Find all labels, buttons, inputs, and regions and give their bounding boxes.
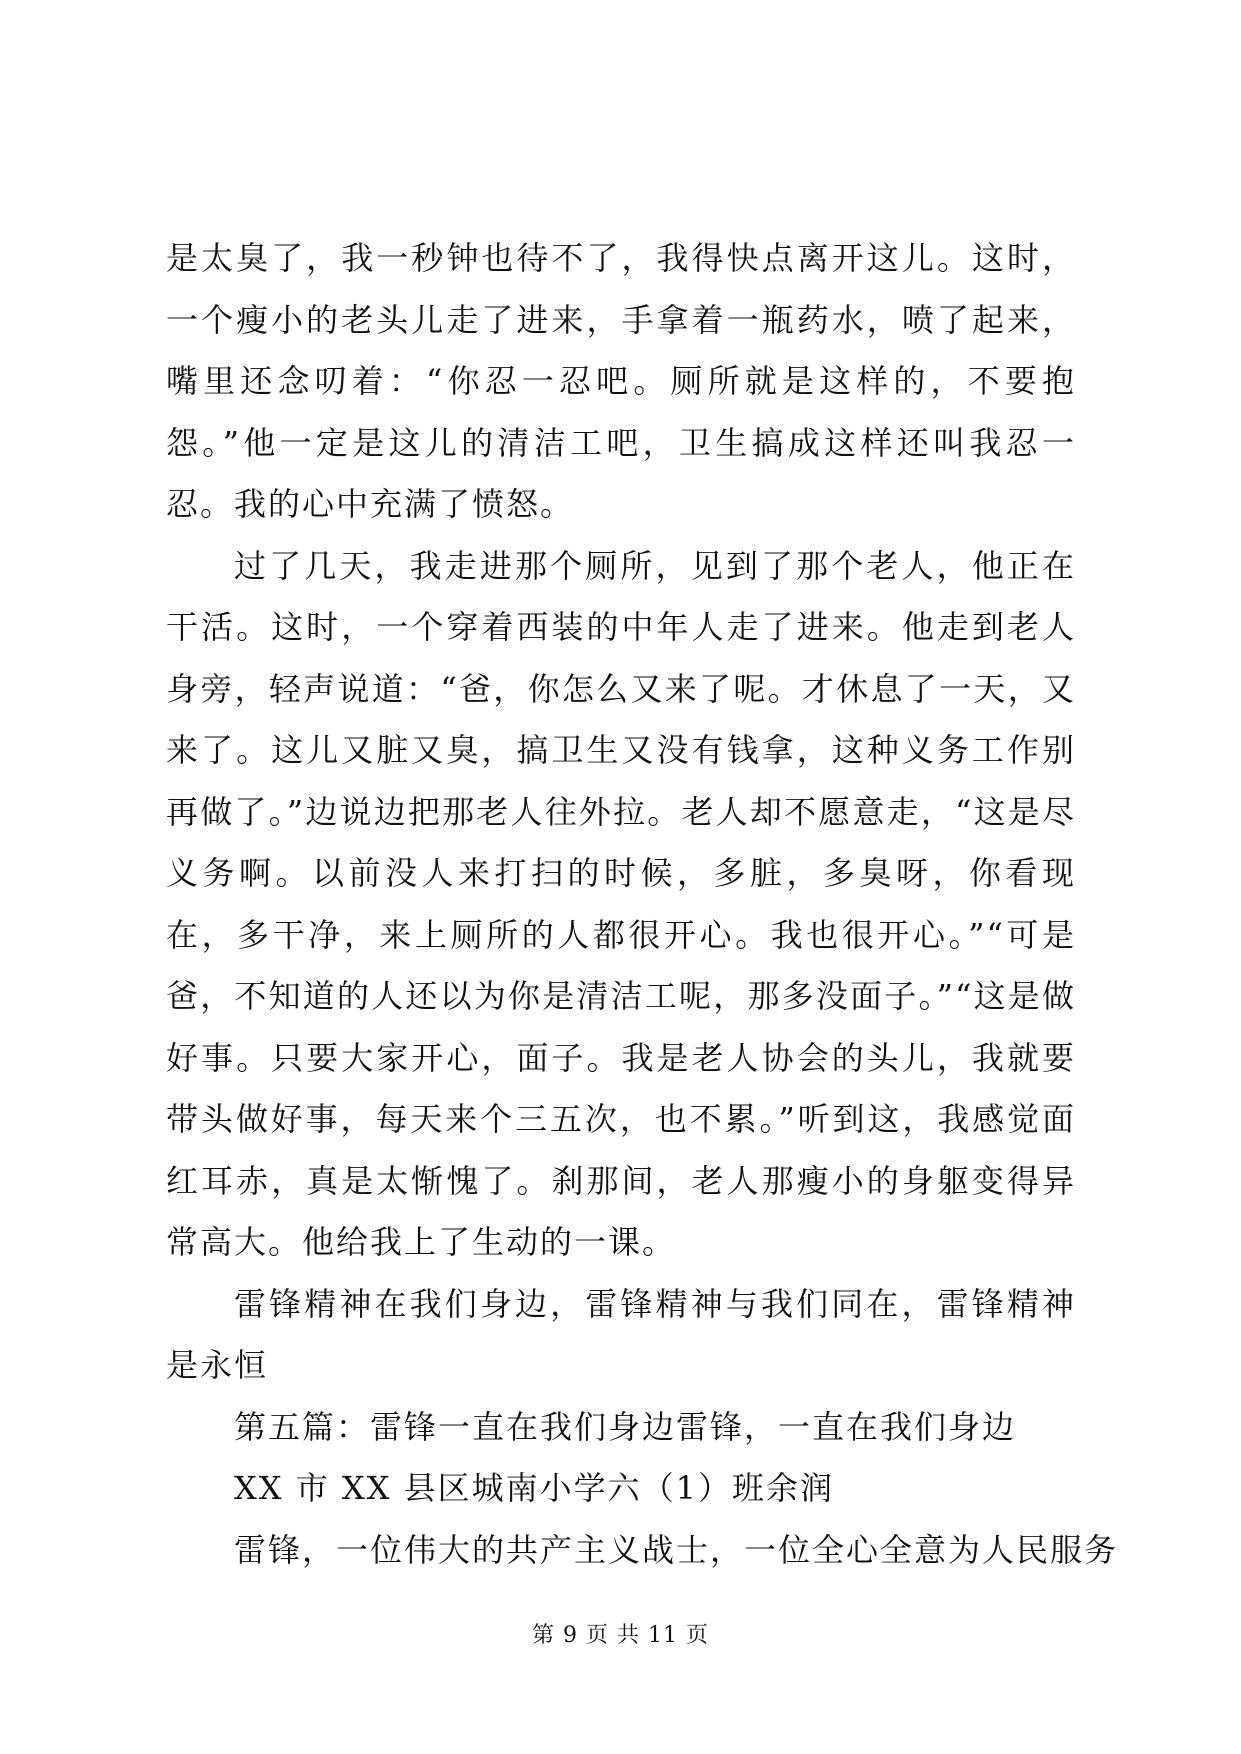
paragraph-1: 是太臭了，我一秒钟也待不了，我得快点离开这儿。这时，一个瘦小的老头儿走了进来，手拿着一瓶药水，喷了起来，嘴里还念叨着：“你忍一忍吧。厕所就是这样的，不要抱怨。”他一定是这儿的清洁工吧，卫生搞成这样还叫我忍一忍。我的心中充满了愤怒。 xyxy=(166,239,1076,523)
author-line: XX 市 XX 县区城南小学六（1）班余润 xyxy=(234,1469,835,1507)
section-heading: 第五篇：雷锋一直在我们身边雷锋，一直在我们身边 xyxy=(234,1407,1017,1446)
page-number-footer: 第 9 页 共 11 页 xyxy=(532,1623,709,1648)
document-body xyxy=(166,228,1119,1581)
paragraph-3: 雷锋精神在我们身边，雷锋精神与我们同在，雷锋精神是永恒 xyxy=(166,1284,1076,1384)
paragraph-6: 雷锋，一位伟大的共产主义战士，一位全心全意为人民服务 xyxy=(234,1530,1119,1569)
paragraph-2: 过了几天，我走进那个厕所，见到了那个老人，他正在干活。这时，一个穿着西装的中年人走了进来。他走到老人身旁，轻声说道：“爸，你怎么又来了呢。才休息了一天，又来了。这儿又脏又臭，搞卫生又没有钱拿，这种义务工作别再做了。”边说边把那老人往外拉。老人却不愿意走，“这是尽义务啊。以前没人来打扫的时候，多脏，多臭呀，你看现在，多干净，来上厕所的人都很开心。我也很开心。”“可是爸，不知道的人还以为你是清洁工呢，那多没面子。”“这是做好事。只要大家开心，面子。我是老人协会的头儿，我就要带头做好事，每天来个三五次，也不累。”听到这，我感觉面红耳赤，真是太惭愧了。刹那间，老人那瘦小的身躯变得异常高大。他给我上了生动的一课。 xyxy=(166,546,1076,1261)
